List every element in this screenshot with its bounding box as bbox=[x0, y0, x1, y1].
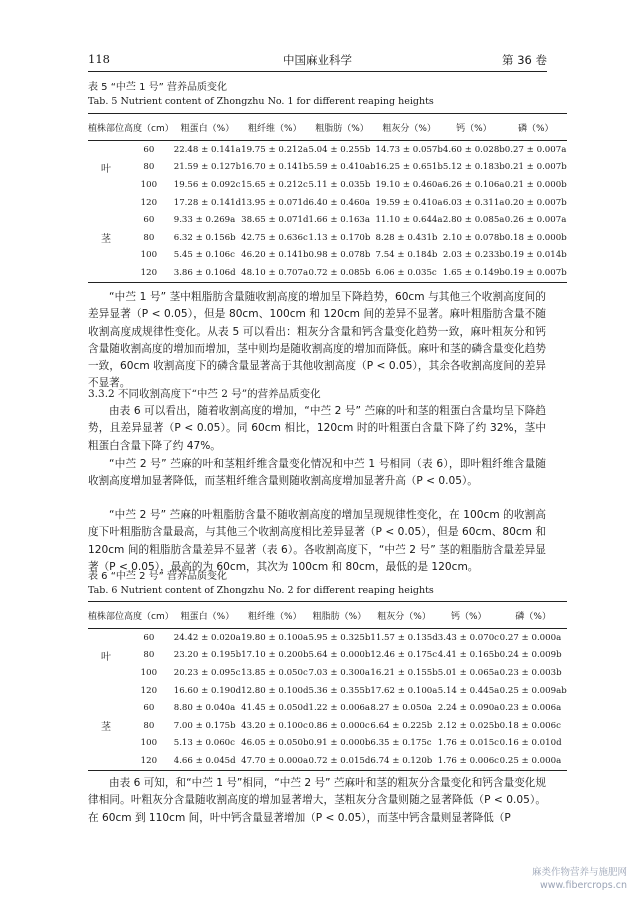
column-header: 植株部位 bbox=[88, 602, 124, 629]
value-cell: 19.75 ± 0.212a bbox=[241, 144, 309, 155]
value-cell: 1.76 ± 0.015c bbox=[437, 738, 499, 749]
table-row bbox=[88, 141, 567, 159]
plant-part-cell bbox=[88, 194, 124, 212]
value-cell: 0.27 ± 0.000a bbox=[499, 632, 562, 643]
column-header: 钙（%） bbox=[443, 114, 505, 141]
value-cell: 0.27 ± 0.007a bbox=[504, 144, 567, 155]
plant-part-cell bbox=[88, 247, 124, 265]
value-cell: 0.91 ± 0.000b bbox=[308, 738, 371, 749]
height-cell: 120 bbox=[140, 685, 158, 696]
value-cell: 8.80 ± 0.040a bbox=[173, 703, 236, 714]
height-cell: 80 bbox=[143, 720, 155, 731]
value-cell: 0.21 ± 0.000b bbox=[504, 179, 567, 190]
value-cell: 6.03 ± 0.311a bbox=[442, 197, 505, 208]
value-cell: 0.16 ± 0.010d bbox=[499, 738, 562, 749]
value-cell: 38.65 ± 0.071d bbox=[241, 215, 309, 226]
value-cell: 6.64 ± 0.225b bbox=[370, 720, 433, 731]
height-cell: 120 bbox=[124, 752, 174, 770]
paragraph-2: 由表 6 可以看出，随着收割高度的增加，“中苎 2 号” 苎麻的叶和茎的粗蛋白含量均呈下降趋势，且差异显著（P < 0.05）。同 60cm 相比，120cm 时的叶粗蛋白含量下降了约 32%，茎中粗蛋白含量下降了约 47%。 bbox=[88, 405, 546, 452]
value-cell: 9.33 ± 0.269a bbox=[173, 215, 236, 226]
value-cell: 22.48 ± 0.141a bbox=[173, 144, 241, 155]
table-row bbox=[88, 647, 567, 665]
height-cell: 60 bbox=[143, 703, 155, 714]
value-cell: 5.01 ± 0.065a bbox=[437, 667, 500, 678]
plant-part-cell bbox=[88, 141, 124, 159]
value-cell: 46.05 ± 0.050b bbox=[241, 738, 309, 749]
value-cell: 23.20 ± 0.195b bbox=[173, 650, 242, 661]
value-cell: 16.70 ± 0.141b bbox=[241, 162, 309, 173]
plant-part-cell bbox=[88, 629, 124, 647]
table-row bbox=[88, 211, 567, 229]
header-rule bbox=[88, 71, 547, 72]
column-header: 粗脂肪（%） bbox=[308, 114, 375, 141]
value-cell: 48.10 ± 0.707a bbox=[241, 264, 308, 282]
value-cell: 4.41 ± 0.165b bbox=[437, 650, 500, 661]
table-row bbox=[88, 194, 567, 212]
plant-part-cell bbox=[88, 264, 124, 282]
value-cell: 42.75 ± 0.636c bbox=[241, 232, 308, 243]
height-cell: 120 bbox=[124, 264, 174, 282]
plant-part-cell bbox=[88, 664, 124, 682]
value-cell: 7.00 ± 0.175b bbox=[173, 720, 236, 731]
table-row bbox=[88, 735, 567, 753]
column-header: 粗蛋白（%） bbox=[174, 114, 241, 141]
value-cell: 4.60 ± 0.028b bbox=[442, 144, 505, 155]
value-cell: 12.46 ± 0.175c bbox=[370, 650, 438, 661]
value-cell: 11.10 ± 0.644a bbox=[375, 215, 443, 226]
value-cell: 0.23 ± 0.006a bbox=[499, 703, 562, 714]
height-cell: 80 bbox=[143, 650, 155, 661]
table-row bbox=[88, 664, 567, 682]
value-cell: 0.23 ± 0.003b bbox=[499, 667, 562, 678]
plant-part-cell: 茎 bbox=[101, 234, 111, 246]
value-cell: 20.23 ± 0.095c bbox=[173, 667, 241, 678]
plant-part-cell bbox=[88, 699, 124, 717]
table5-caption-en: Tab. 5 Nutrient content of Zhongzhu No. 1 for different reaping heights bbox=[88, 96, 434, 107]
height-cell: 60 bbox=[143, 215, 155, 226]
page-number: 118 bbox=[88, 52, 110, 66]
value-cell: 0.24 ± 0.009b bbox=[499, 650, 562, 661]
table5 bbox=[88, 113, 567, 283]
value-cell: 0.86 ± 0.000c bbox=[308, 720, 370, 731]
column-header: 粗灰分（%） bbox=[376, 114, 443, 141]
value-cell: 15.65 ± 0.212c bbox=[241, 179, 308, 190]
plant-part-cell bbox=[88, 682, 124, 700]
value-cell: 21.59 ± 0.127b bbox=[173, 162, 242, 173]
table-row bbox=[88, 752, 567, 770]
value-cell: 5.11 ± 0.035b bbox=[308, 179, 371, 190]
height-cell: 100 bbox=[140, 179, 158, 190]
value-cell: 1.66 ± 0.163a bbox=[308, 215, 371, 226]
height-cell: 80 bbox=[143, 162, 155, 173]
value-cell: 13.95 ± 0.071d bbox=[241, 197, 309, 208]
height-cell: 120 bbox=[140, 197, 158, 208]
column-header: 粗蛋白（%） bbox=[174, 602, 241, 629]
value-cell: 2.12 ± 0.025b bbox=[437, 720, 500, 731]
value-cell: 14.73 ± 0.057b bbox=[375, 144, 443, 155]
value-cell: 7.03 ± 0.300a bbox=[308, 667, 371, 678]
value-cell: 24.42 ± 0.020a bbox=[173, 632, 241, 643]
value-cell: 47.70 ± 0.000a bbox=[241, 752, 308, 770]
value-cell: 6.35 ± 0.175c bbox=[370, 738, 432, 749]
value-cell: 11.57 ± 0.135d bbox=[370, 632, 438, 643]
value-cell: 0.25 ± 0.000a bbox=[500, 752, 567, 770]
height-cell: 100 bbox=[140, 667, 158, 678]
value-cell: 19.59 ± 0.410a bbox=[375, 197, 443, 208]
column-header: 粗灰分（%） bbox=[370, 602, 437, 629]
value-cell: 17.10 ± 0.200b bbox=[241, 650, 309, 661]
value-cell: 6.06 ± 0.035c bbox=[376, 264, 443, 282]
value-cell: 2.80 ± 0.085a bbox=[442, 215, 505, 226]
watermark-line-2: www.fibercrops.cn bbox=[540, 880, 627, 891]
value-cell: 5.45 ± 0.106c bbox=[173, 250, 235, 261]
value-cell: 41.45 ± 0.050d bbox=[241, 703, 309, 714]
height-cell: 60 bbox=[143, 144, 155, 155]
column-header: 钙（%） bbox=[438, 602, 500, 629]
value-cell: 0.20 ± 0.007b bbox=[504, 197, 567, 208]
height-cell: 60 bbox=[143, 632, 155, 643]
table-row bbox=[88, 717, 567, 735]
plant-part-cell: 叶 bbox=[101, 651, 111, 663]
plant-part-cell bbox=[88, 752, 124, 770]
value-cell: 13.85 ± 0.050c bbox=[241, 667, 308, 678]
value-cell: 0.72 ± 0.085b bbox=[308, 264, 375, 282]
value-cell: 2.10 ± 0.078b bbox=[442, 232, 505, 243]
section-heading: 3.3.2 不同收割高度下“中苎 2 号”的营养品质变化 bbox=[88, 388, 321, 400]
column-header: 粗脂肪（%） bbox=[308, 602, 370, 629]
table-row bbox=[88, 159, 567, 177]
value-cell: 5.64 ± 0.000b bbox=[308, 650, 371, 661]
column-header: 高度（cm） bbox=[124, 602, 174, 629]
table-row bbox=[88, 699, 567, 717]
table6-caption-en: Tab. 6 Nutrient content of Zhongzhu No. 2 for different reaping heights bbox=[88, 585, 434, 596]
value-cell: 5.04 ± 0.255b bbox=[308, 144, 371, 155]
plant-part-cell bbox=[88, 735, 124, 753]
table-row bbox=[88, 682, 567, 700]
value-cell: 4.66 ± 0.045d bbox=[174, 752, 241, 770]
height-cell: 100 bbox=[140, 250, 158, 261]
value-cell: 6.32 ± 0.156b bbox=[173, 232, 236, 243]
plant-part-cell: 茎 bbox=[101, 722, 111, 734]
value-cell: 0.21 ± 0.007b bbox=[504, 162, 567, 173]
column-header: 粗纤维（%） bbox=[241, 602, 308, 629]
value-cell: 12.80 ± 0.100d bbox=[241, 685, 309, 696]
value-cell: 46.20 ± 0.141b bbox=[241, 250, 309, 261]
value-cell: 0.19 ± 0.007b bbox=[505, 264, 567, 282]
value-cell: 16.25 ± 0.651b bbox=[375, 162, 443, 173]
table-row bbox=[88, 629, 567, 647]
value-cell: 8.27 ± 0.050a bbox=[370, 703, 432, 714]
value-cell: 6.26 ± 0.106a bbox=[442, 179, 505, 190]
plant-part-cell bbox=[88, 211, 124, 229]
watermark bbox=[532, 866, 627, 892]
value-cell: 5.59 ± 0.410ab bbox=[308, 162, 376, 173]
value-cell: 5.12 ± 0.183b bbox=[442, 162, 505, 173]
value-cell: 3.43 ± 0.070c bbox=[437, 632, 499, 643]
paragraph-4: “中苎 2 号” 苎麻的叶粗脂肪含量不随收割高度的增加呈现规律性变化，在 100cm 的收割高度下叶粗脂肪含量最高，与其他三个收割高度相比差异显著（P < 0.05），但是 60cm、80cm 和 120cm 间的粗脂肪含量差异不显著（表 6）。各收割高度下，“中苎 2 号” 茎的粗脂肪含量差异显著（P < 0.05），最高的为 60cm，其次为 100cm 和 80cm，最低的是 120cm。 bbox=[88, 509, 546, 573]
value-cell: 5.13 ± 0.060c bbox=[173, 738, 235, 749]
value-cell: 6.40 ± 0.460a bbox=[308, 197, 371, 208]
value-cell: 0.98 ± 0.078b bbox=[308, 250, 371, 261]
table-header-row bbox=[88, 602, 567, 629]
value-cell: 16.21 ± 0.155b bbox=[370, 667, 438, 678]
table-row bbox=[88, 176, 567, 194]
watermark-line-1: 麻类作物营养与施肥网 bbox=[531, 867, 627, 878]
value-cell: 6.74 ± 0.120b bbox=[370, 752, 437, 770]
value-cell: 1.22 ± 0.006a bbox=[308, 703, 371, 714]
value-cell: 19.56 ± 0.092c bbox=[173, 179, 241, 190]
value-cell: 43.20 ± 0.100c bbox=[241, 720, 308, 731]
value-cell: 17.62 ± 0.100a bbox=[370, 685, 438, 696]
table-row bbox=[88, 247, 567, 265]
value-cell: 0.18 ± 0.006c bbox=[499, 720, 561, 731]
value-cell: 7.54 ± 0.184b bbox=[375, 250, 438, 261]
value-cell: 0.26 ± 0.007a bbox=[504, 215, 567, 226]
paragraph-3: “中苎 2 号” 苎麻的叶和茎粗纤维含量变化情况和中苎 1 号相同（表 6），即叶粗纤维含量随收割高度增加显著降低，而茎粗纤维含量则随收割高度增加显著升高（P < 0.05）。 bbox=[88, 458, 546, 488]
value-cell: 1.76 ± 0.006c bbox=[438, 752, 500, 770]
table-row bbox=[88, 229, 567, 247]
volume-label: 第 36 卷 bbox=[502, 53, 547, 67]
value-cell: 19.80 ± 0.100a bbox=[241, 632, 309, 643]
plant-part-cell bbox=[88, 176, 124, 194]
table-row bbox=[88, 264, 567, 282]
value-cell: 8.28 ± 0.431b bbox=[375, 232, 438, 243]
table5-caption-cn: 表 5 “中苎 1 号” 营养品质变化 bbox=[88, 82, 227, 93]
table-header-row bbox=[88, 114, 567, 141]
table6 bbox=[88, 601, 567, 771]
value-cell: 2.03 ± 0.233b bbox=[442, 250, 505, 261]
value-cell: 0.18 ± 0.000b bbox=[504, 232, 567, 243]
paragraph-1: “中苎 1 号” 茎中粗脂肪含量随收割高度的增加呈下降趋势，60cm 与其他三个收割高度间的差异显著（P < 0.05），但是 80cm、100cm 和 120cm 间的差异不显著。麻叶粗脂肪含量不随收割高度成规律性变化。从表 5 可以看出：粗灰分含量和钙含量变化趋势一致，麻叶粗灰分和钙含量随收割高度的增加而增加，茎中则均是随收割高度的增加而降低。麻叶和茎的磷含量变化趋势一致，60cm 收割高度下的磷含量显著高于其他收割高度（P < 0.05），其余各收割高度间的差异不显著。 bbox=[88, 291, 546, 390]
running-header bbox=[88, 52, 547, 70]
value-cell: 5.14 ± 0.445a bbox=[437, 685, 500, 696]
paragraph-5: 由表 6 可知，和“中苎 1 号”相同，“中苎 2 号” 苎麻叶和茎的粗灰分含量变化和钙含量变化规律相同。叶粗灰分含量随收割高度的增加显著增大，茎粗灰分含量则随之显著降低（P < 0.05）。在 60cm 到 110cm 间，叶中钙含量显著增加（P < 0.05），而茎中钙含量则显著降低（P bbox=[88, 777, 546, 824]
column-header: 粗纤维（%） bbox=[241, 114, 308, 141]
value-cell: 0.19 ± 0.014b bbox=[504, 250, 567, 261]
value-cell: 5.95 ± 0.325b bbox=[308, 632, 371, 643]
column-header: 高度（cm） bbox=[124, 114, 174, 141]
height-cell: 100 bbox=[140, 738, 158, 749]
journal-title: 中国麻业科学 bbox=[283, 53, 352, 67]
value-cell: 2.24 ± 0.090a bbox=[437, 703, 500, 714]
value-cell: 5.36 ± 0.355b bbox=[308, 685, 371, 696]
column-header: 磷（%） bbox=[500, 602, 567, 629]
value-cell: 0.25 ± 0.009ab bbox=[499, 685, 567, 696]
column-header: 植株部位 bbox=[88, 114, 124, 141]
table6-caption-cn: 表 6 “中苎 2 号” 营养品质变化 bbox=[88, 571, 227, 582]
value-cell: 16.60 ± 0.190d bbox=[173, 685, 242, 696]
value-cell: 19.10 ± 0.460a bbox=[375, 179, 443, 190]
value-cell: 3.86 ± 0.106d bbox=[174, 264, 241, 282]
value-cell: 1.13 ± 0.170b bbox=[308, 232, 371, 243]
value-cell: 1.65 ± 0.149b bbox=[443, 264, 505, 282]
value-cell: 0.72 ± 0.015d bbox=[308, 752, 370, 770]
column-header: 磷（%） bbox=[505, 114, 567, 141]
plant-part-cell: 叶 bbox=[101, 163, 111, 175]
height-cell: 80 bbox=[143, 232, 155, 243]
value-cell: 17.28 ± 0.141d bbox=[173, 197, 242, 208]
